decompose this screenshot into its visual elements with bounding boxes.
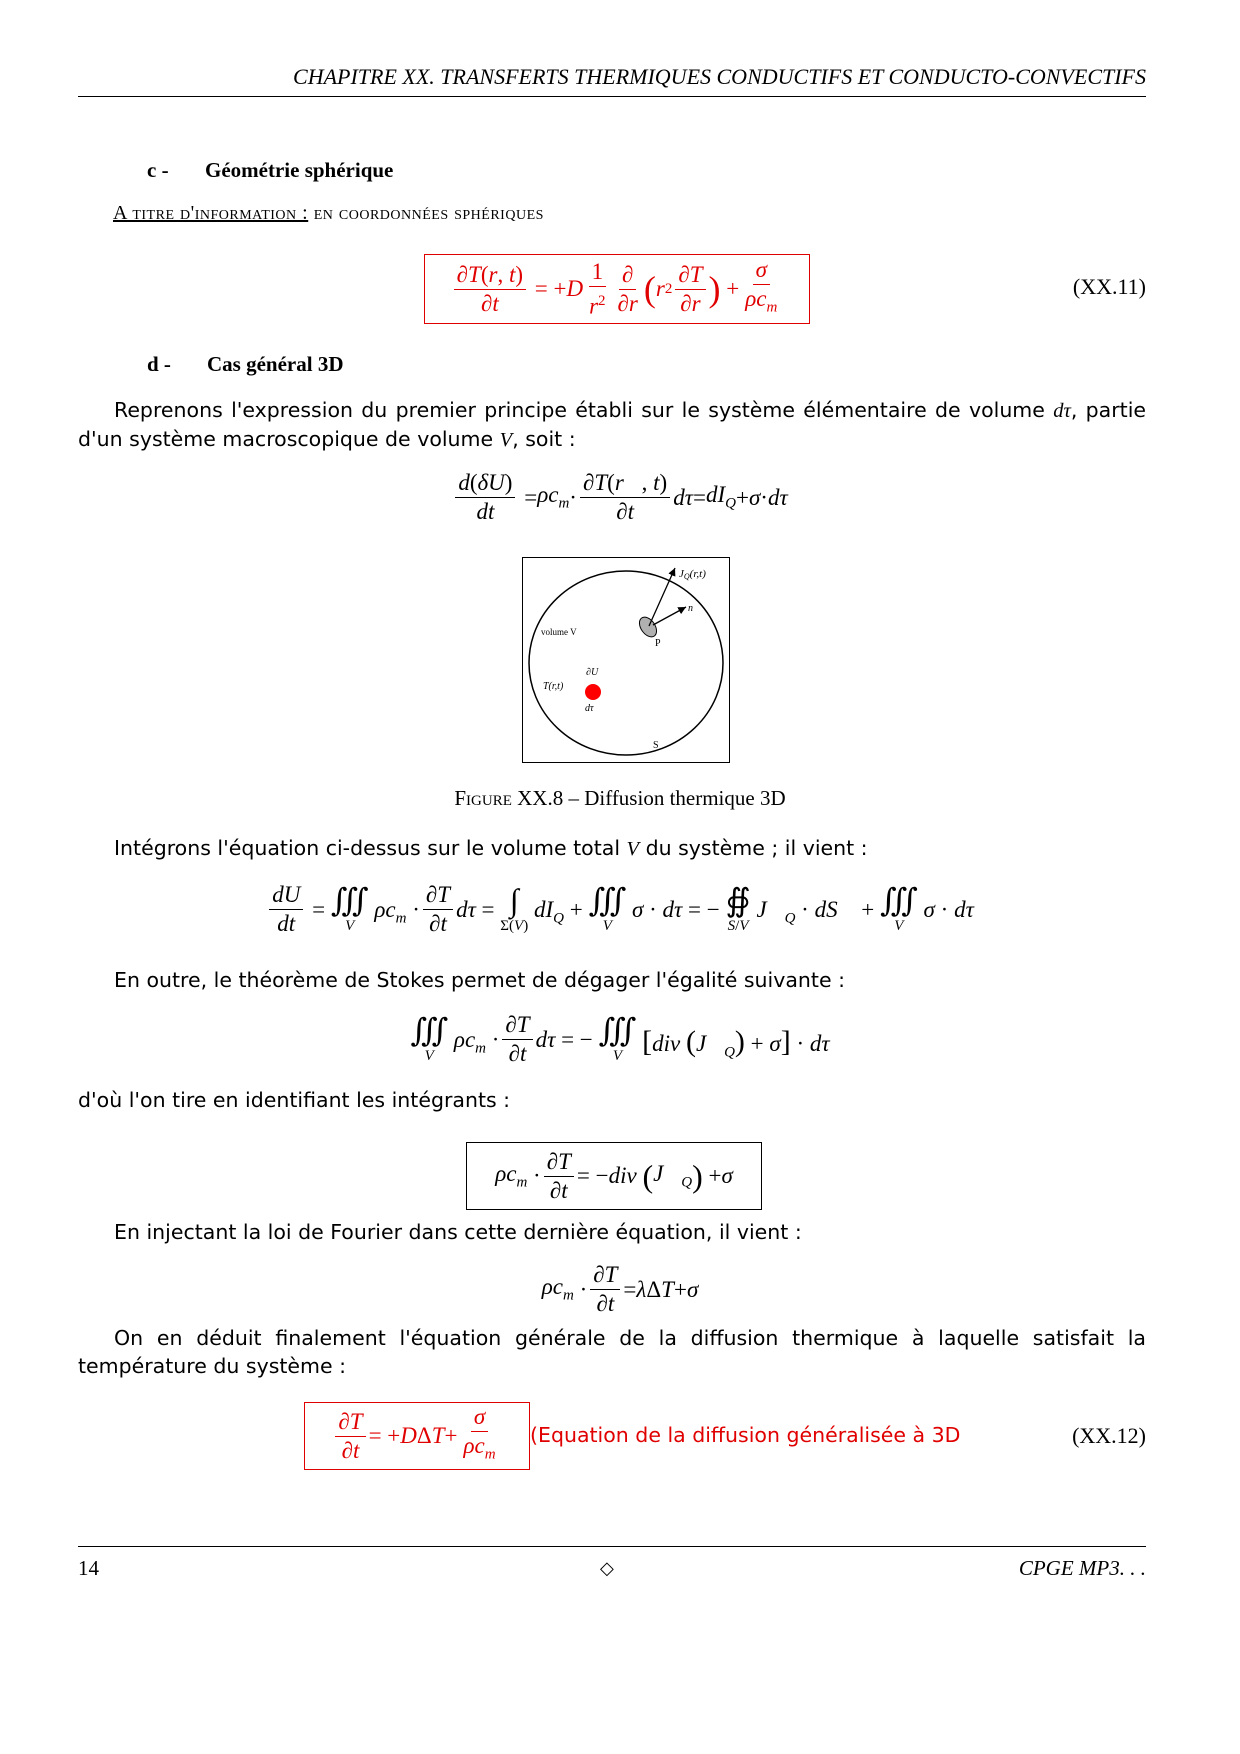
paragraph-4: d'où l'on tire en identifiant les intégrants : (78, 1088, 511, 1112)
section-d-heading (147, 352, 343, 377)
running-head: CHAPITRE XX. TRANSFERTS THERMIQUES CONDUCTIFS ET CONDUCTO-CONVECTIFS (293, 64, 1146, 89)
volume-label: volume V (541, 627, 577, 637)
element-dot (585, 684, 601, 700)
figure-diffusion-3d (522, 557, 730, 763)
equation-local-balance: $\rho c_m$ · $\frac{\partial T}{\partial t}$ = − div ( $J⃗_Q$ ) + σ (466, 1142, 762, 1210)
temperature-label: T(r,t) (543, 681, 564, 692)
footer-rule (78, 1546, 1146, 1547)
paragraph-2-part-b: du système ; il vient : (639, 836, 868, 860)
paragraph-3: En outre, le théorème de Stokes permet de dégager l'égalité suivante : (114, 968, 845, 992)
paragraph-2: Intégrons l'équation ci-dessus sur le volume total V du système ; il vient : (114, 836, 868, 860)
section-d-title: Cas général 3D (207, 352, 344, 376)
flux-vector-arrow (649, 568, 675, 626)
section-d-label: d - (147, 352, 171, 376)
paragraph-6: On en déduit finalement l'équation générale de la diffusion thermique à laquelle satisfait la température du système : (78, 1326, 1146, 1378)
info-lead: A titre d'information : (113, 202, 309, 224)
equation-stokes: ∭ V $\rho c_m$ · $\frac{\partial T}{\partial t}$ dτ = − ∭ V [div $(J⃗_Q) + \sigma] \cdot d\tau$ (410, 1012, 830, 1066)
figure-caption (0, 786, 1240, 811)
section-c-title: Géométrie sphérique (205, 158, 394, 182)
info-rest: en coordonnées sphériques (313, 202, 544, 224)
point-label: P (655, 638, 661, 649)
equation-integrated: $\frac{dU}{dt}$ = ∭ V $\rho c_m$ · $\frac{\partial T}{\partial t}$ dτ = ∫ Σ(V) $dI_Q$ + ∭ V σ · dτ = − ∯ S/V $J⃗_Q$ · dS⃗ + ∭ V σ · dτ (0, 882, 1240, 937)
equation-xx11-number: (XX.11) (1072, 274, 1146, 299)
normal-vector-arrow (653, 607, 686, 625)
equation-fourier: $\rho c_m$ · $\frac{\partial T}{\partial t}$ = λ Δ T + σ (541, 1262, 699, 1316)
paragraph-1-part-c: , soit : (512, 427, 576, 451)
figure-caption-text: Diffusion thermique 3D (584, 786, 786, 810)
equation-xx12-number: (XX.12) (1072, 1423, 1146, 1448)
paragraph-1-part-b: , partie d'un système macroscopique de volume (78, 398, 1146, 451)
control-volume-ellipse (529, 571, 723, 755)
paragraph-1: Reprenons l'expression du premier principe établi sur le système élémentaire de volume dτ, partie d'un système macroscopique de volume V, soit : (78, 398, 1146, 451)
flux-label: JQ(r,t) (679, 568, 706, 581)
equation-first-principle: $\frac{d(\delta U)}{dt}$ = $\rho c_m$ · $\frac{\partial T(r⃗, t)}{\partial t}$ dτ = $dI_Q$ + σ · dτ (0, 470, 1240, 525)
paragraph-2-part-a: Intégrons l'équation ci-dessus sur le volume total (114, 836, 627, 860)
figure-caption-label: Figure XX.8 – (454, 786, 579, 810)
paragraph-5: En injectant la loi de Fourier dans cette dernière équation, il vient : (114, 1220, 802, 1244)
footer-course: CPGE MP3. . . (1018, 1556, 1146, 1580)
section-c-heading (147, 158, 393, 183)
dtau-label: dτ (585, 703, 594, 714)
dU-label: ∂U (586, 667, 599, 678)
surface-patch (636, 614, 660, 640)
equation-xx12-note: (Equation de la diffusion généralisée à 3D (530, 1423, 961, 1447)
figure-drawing (523, 558, 729, 762)
info-line (113, 202, 544, 225)
footer-diamond-icon: ◇ (600, 1558, 614, 1578)
equation-xx12: $\frac{\partial T}{\partial t}$ = + D Δ T + $\frac{\sigma}{\rho c_m}$ (304, 1402, 530, 1470)
section-c-label: c - (147, 158, 169, 182)
header-rule (78, 96, 1146, 97)
normal-label: n (688, 603, 693, 614)
page-number: 14 (78, 1556, 99, 1580)
equation-xx11: $\frac{\partial T(r, t)}{\partial t}$ = + D $\frac{1}{r^2}$ $\frac{\partial}{\partial r}$ ( r 2 $\frac{\partial T}{\partial r}$ ) + $\frac{\sigma}{\rho c_m}$ (424, 254, 810, 324)
surface-label: S (653, 740, 659, 751)
paragraph-1-part-a: Reprenons l'expression du premier principe établi sur le système élémentaire de volume (114, 398, 1054, 422)
